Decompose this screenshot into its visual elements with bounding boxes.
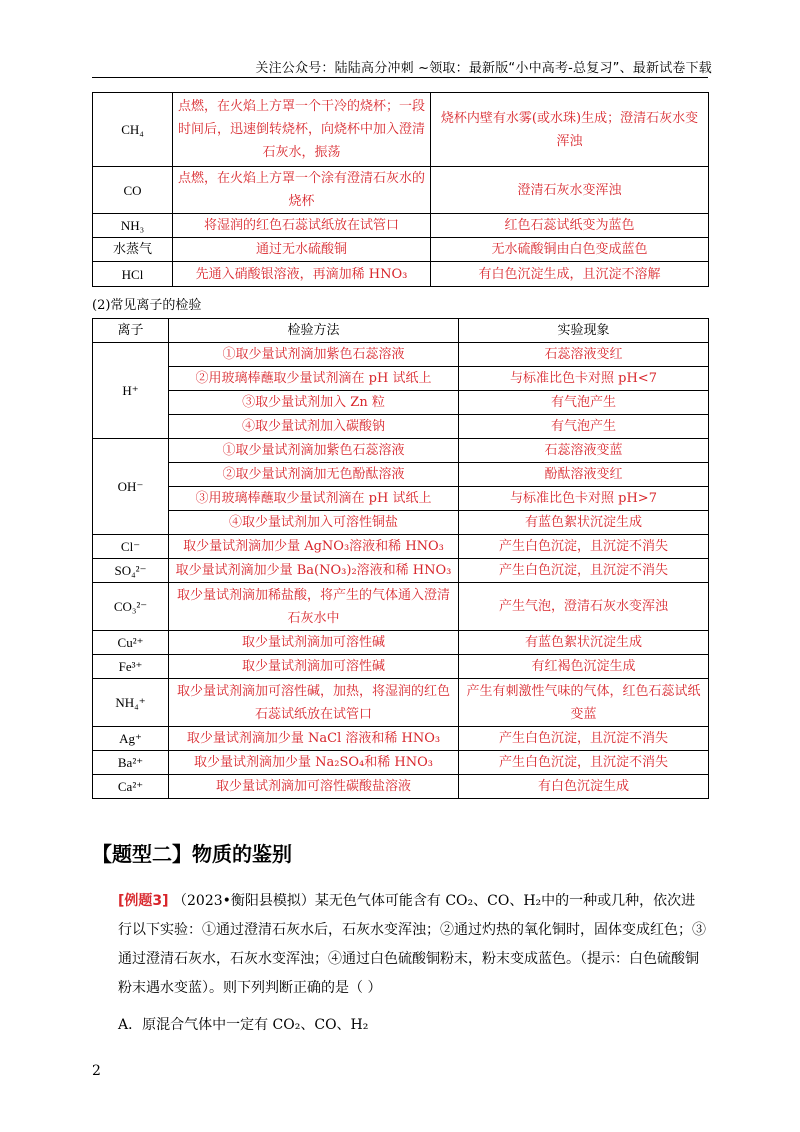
header-divider — [92, 77, 708, 78]
test-phenomenon: 烧杯内壁有水雾(或水珠)生成；澄清石灰水变浑浊 — [431, 93, 709, 167]
test-method: 通过无水硫酸铜 — [173, 238, 431, 262]
table-row — [93, 775, 709, 799]
gas-name: HCl — [93, 262, 173, 287]
ion-section-title: (2)常见离子的检验 — [92, 298, 202, 313]
test-phenomenon: 澄清石灰水变浑浊 — [431, 167, 709, 214]
test-phenomenon: 有蓝色絮状沉淀生成 — [459, 631, 709, 655]
test-method: 取少量试剂滴加可溶性碳酸盐溶液 — [169, 775, 459, 799]
table-row — [93, 238, 709, 262]
test-phenomenon: 有白色沉淀生成 — [459, 775, 709, 799]
ion-name: H⁺ — [93, 343, 169, 439]
test-method: 先通入硝酸银溶液，再滴加稀 HNO₃ — [173, 262, 431, 287]
ion-name: Ba²⁺ — [93, 751, 169, 775]
test-phenomenon: 无水硫酸铜由白色变成蓝色 — [431, 238, 709, 262]
gas-name: CH₄ — [93, 93, 173, 167]
table-row — [93, 631, 709, 655]
test-phenomenon: 产生气泡，澄清石灰水变浑浊 — [459, 583, 709, 631]
test-phenomenon: 有白色沉淀生成，且沉淀不溶解 — [431, 262, 709, 287]
example-label: [例题3] — [118, 893, 169, 909]
column-header: 实验现象 — [459, 319, 709, 343]
test-phenomenon: 石蕊溶液变蓝 — [459, 439, 709, 463]
table-row — [93, 343, 709, 367]
example-text: （2023•衡阳县模拟）某无色气体可能含有 CO₂、CO、H₂中的一种或几种，依次进行以下实验：①通过澄清石灰水后，石灰水变浑浊；②通过灼热的氧化铜时，固体变成红色；③通过澄清石灰水，石灰水变浑浊；④通过白色硫酸铜粉末，粉末变成蓝色。（提示：白色硫酸铜粉末遇水变蓝）。则下列判断正确的是（ ） — [118, 893, 706, 996]
test-phenomenon: 产生白色沉淀，且沉淀不消失 — [459, 535, 709, 559]
test-phenomenon: 产生有刺激性气味的气体，红色石蕊试纸变蓝 — [459, 679, 709, 727]
test-method: 取少量试剂滴加可溶性碱 — [169, 655, 459, 679]
table-row — [93, 751, 709, 775]
ion-name: Cl⁻ — [93, 535, 169, 559]
test-phenomenon: 有气泡产生 — [459, 391, 709, 415]
table-row — [93, 439, 709, 463]
gas-name: NH₃ — [93, 214, 173, 238]
test-phenomenon: 产生白色沉淀，且沉淀不消失 — [459, 559, 709, 583]
ion-name: NH₄⁺ — [93, 679, 169, 727]
table-row — [93, 167, 709, 214]
table-row — [93, 93, 709, 167]
ion-name: Ag⁺ — [93, 727, 169, 751]
test-phenomenon: 有气泡产生 — [459, 415, 709, 439]
test-phenomenon: 石蕊溶液变红 — [459, 343, 709, 367]
test-phenomenon: 有蓝色絮状沉淀生成 — [459, 511, 709, 535]
table-row — [93, 679, 709, 727]
table-row — [93, 391, 709, 415]
table-row — [93, 262, 709, 287]
ion-name: SO₄²⁻ — [93, 559, 169, 583]
test-phenomenon: 产生白色沉淀，且沉淀不消失 — [459, 727, 709, 751]
section-title: 【题型二】物质的鉴别 — [92, 842, 292, 866]
test-method: 点燃，在火焰上方罩一个涂有澄清石灰水的烧杯 — [173, 167, 431, 214]
ion-name: Fe³⁺ — [93, 655, 169, 679]
gas-name: 水蒸气 — [93, 238, 173, 262]
column-header: 离子 — [93, 319, 169, 343]
table-row — [93, 583, 709, 631]
test-method: ①取少量试剂滴加紫色石蕊溶液 — [169, 439, 459, 463]
test-phenomenon: 产生白色沉淀，且沉淀不消失 — [459, 751, 709, 775]
ion-test-table — [92, 318, 709, 799]
table-row — [93, 511, 709, 535]
table-row — [93, 367, 709, 391]
test-method: 取少量试剂滴加少量 NaCl 溶液和稀 HNO₃ — [169, 727, 459, 751]
table-row — [93, 214, 709, 238]
test-method: ②取少量试剂滴加无色酚酞溶液 — [169, 463, 459, 487]
test-method: 取少量试剂滴加稀盐酸，将产生的气体通入澄清石灰水中 — [169, 583, 459, 631]
table-header-row — [93, 319, 709, 343]
test-method: ①取少量试剂滴加紫色石蕊溶液 — [169, 343, 459, 367]
test-method: ②用玻璃棒蘸取少量试剂滴在 pH 试纸上 — [169, 367, 459, 391]
gas-test-table — [92, 92, 709, 287]
test-method: 取少量试剂滴加可溶性碱，加热，将湿润的红色石蕊试纸放在试管口 — [169, 679, 459, 727]
test-phenomenon: 有红褐色沉淀生成 — [459, 655, 709, 679]
page-number: 2 — [92, 1063, 101, 1079]
test-phenomenon: 与标准比色卡对照 pH<7 — [459, 367, 709, 391]
test-phenomenon: 酚酞溶液变红 — [459, 463, 709, 487]
column-header: 检验方法 — [169, 319, 459, 343]
test-method: 点燃，在火焰上方罩一个干冷的烧杯；一段时间后，迅速倒转烧杯，向烧杯中加入澄清石灰水，振荡 — [173, 93, 431, 167]
test-method: 取少量试剂滴加少量 AgNO₃溶液和稀 HNO₃ — [169, 535, 459, 559]
table-row — [93, 463, 709, 487]
test-phenomenon: 与标准比色卡对照 pH>7 — [459, 487, 709, 511]
ion-name: OH⁻ — [93, 439, 169, 535]
ion-name: CO₃²⁻ — [93, 583, 169, 631]
test-phenomenon: 红色石蕊试纸变为蓝色 — [431, 214, 709, 238]
gas-name: CO — [93, 167, 173, 214]
table-row — [93, 559, 709, 583]
test-method: ③取少量试剂加入 Zn 粒 — [169, 391, 459, 415]
table-row — [93, 415, 709, 439]
table-row — [93, 727, 709, 751]
test-method: 取少量试剂滴加可溶性碱 — [169, 631, 459, 655]
option-a: A．原混合气体中一定有 CO₂、CO、H₂ — [118, 1017, 369, 1033]
test-method: ③用玻璃棒蘸取少量试剂滴在 pH 试纸上 — [169, 487, 459, 511]
test-method: 取少量试剂滴加少量 Ba(NO₃)₂溶液和稀 HNO₃ — [169, 559, 459, 583]
ion-name: Cu²⁺ — [93, 631, 169, 655]
ion-name: Ca²⁺ — [93, 775, 169, 799]
table-row — [93, 487, 709, 511]
page-header: 关注公众号：陆陆高分冲刺 ~领取：最新版“小中高考-总复习”、最新试卷下载 — [255, 61, 712, 76]
table-row — [93, 535, 709, 559]
test-method: 取少量试剂滴加少量 Na₂SO₄和稀 HNO₃ — [169, 751, 459, 775]
test-method: ④取少量试剂加入可溶性铜盐 — [169, 511, 459, 535]
table-row — [93, 655, 709, 679]
example-question — [118, 887, 708, 1003]
test-method: 将湿润的红色石蕊试纸放在试管口 — [173, 214, 431, 238]
test-method: ④取少量试剂加入碳酸钠 — [169, 415, 459, 439]
